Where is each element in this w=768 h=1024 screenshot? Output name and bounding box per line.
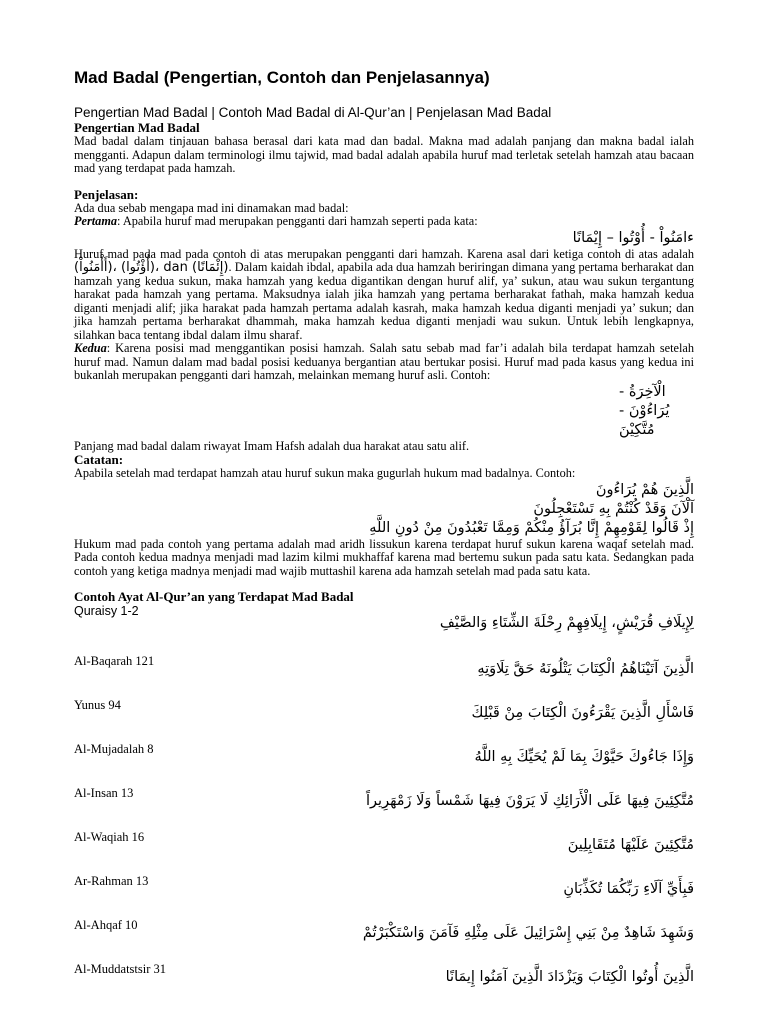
contoh-item [74, 690, 694, 724]
contoh-ayah: وَشَهِدَ شَاهِدٌ مِنْ بَنِي إِسْرَائِيلَ عَلَى مِثْلِهِ فَآمَنَ وَاسْتَكْبَرْتُمْ [362, 925, 694, 941]
pertama-arabic: ءامَنُواْ - أُوْتُوا – إِيْمَانًا [572, 229, 694, 246]
pertama-paragraph [74, 215, 694, 229]
contoh-ref: Al-Ahqaf 10 [74, 918, 138, 932]
contoh-item [74, 822, 694, 856]
contoh-ayah: مُتَّكِئِينَ عَلَيْهَا مُتَقَابِلِينَ [567, 837, 694, 853]
contoh-ayah: مُتَّكِئِينَ فِيهَا عَلَى الْأَرَائِكِ لَا يَرَوْنَ فِيهَا شَمْساً وَلَا زَمْهَرِيراً [366, 793, 694, 809]
catatan-arabic-1: الَّذِينَ هُمْ يُرَاءُونَ [595, 481, 694, 498]
contoh-ref: Al-Muddatstsir 31 [74, 962, 167, 976]
catatan-text: Hukum mad pada contoh yang pertama adalah mad aridh lissukun karena terdapat huruf sukun karena waqaf setelah mad. Pada contoh kedua madnya menjadi mad lazim kilmi mukhaffaf karena mad bertemu sukun pada satu kata. Sedangkan pada contoh yang ketiga madnya menjadi mad wajib muttashil karena ada hamzah setelah mad pada satu kata. [74, 536, 694, 578]
catatan-arabic-3: إِذْ قَالُوا لِقَوْمِهِمْ إِنَّا بُرَآؤُ مِنْكُمْ وَمِمَّا تَعْبُدُونَ مِنْ دُونِ اللَّهِ [369, 519, 694, 536]
pertama-expl-1: Huruf mad pada mad pada contoh di atas merupakan pengganti dari hamzah. Karena asal dari ketiga contoh di atas adalah [74, 246, 694, 261]
kedua-label: Kedua [74, 341, 107, 355]
panjang-text: Panjang mad badal dalam riwayat Imam Hafsh adalah dua harakat atau satu alif. [74, 438, 470, 453]
contoh-ayah: لِإِيلَافِ قُرَيْشٍ، إِيلَافِهِمْ رِحْلَةَ الشِّتَاءِ وَالصَّيْفِ [439, 615, 694, 631]
pertama-text: : Apabila huruf mad merupakan pengganti dari hamzah seperti pada kata: [117, 214, 478, 228]
page-subtitle: Pengertian Mad Badal | Contoh Mad Badal di Al-Qur’an | Penjelasan Mad Badal [74, 105, 552, 120]
penjelasan-intro: Ada dua sebab mengapa mad ini dinamakan mad badal: [74, 200, 349, 215]
contoh-ref: Al-Mujadalah 8 [74, 742, 154, 756]
pertama-label: Pertama [74, 214, 118, 228]
contoh-heading: Contoh Ayat Al-Qur’an yang Terdapat Mad Badal [74, 589, 354, 604]
pertama-expl-2: . Dalam kaidah ibdal, apabila ada dua hamzah beriringan dimana yang pertama berharakat dan hamzah yang kedua sukun, maka hamzah yang kedua digantikan dengan huruf alif, ya’ sukun, atau wau sukun tergantung harakat pada hamzah yang pertama. Maksudnya ialah jika hamzah yang pertama berharakat fathah, maka hamzah kedua diganti menjadi alif; jika harakat pada hamzah pertama adalah kasrah, maka hamzah kedua diganti menjadi ya’ sukun; dan jika hamzah pertama berharakat dhammah, maka hamzah kedua diganti menjadi wau sukun. Untuk lebih lengkapnya, silahkan baca tentang ibdal dalam ilmu sharaf. [74, 260, 695, 342]
contoh-item [74, 910, 694, 944]
contoh-ayah: فَاسْأَلِ الَّذِينَ يَقْرَءُونَ الْكِتَابَ مِنْ قَبْلِكَ [471, 705, 694, 721]
contoh-ref: Yunus 94 [74, 698, 121, 712]
contoh-ref: Al-Baqarah 121 [74, 654, 155, 668]
contoh-ref: Al-Insan 13 [74, 786, 134, 800]
pengertian-text: Mad badal dalam tinjauan bahasa berasal dari kata mad dan badal. Makna mad adalah panjang dan makna badal ialah mengganti. Adapun dalam terminologi ilmu tajwid, mad badal adalah apabila huruf mad terletak setelah hamzah atau bacaan mad yang terdapat pada hamzah. [74, 134, 694, 175]
contoh-ref: Al-Waqiah 16 [74, 830, 145, 844]
contoh-ref: Quraisy 1-2 [74, 604, 139, 618]
pertama-explanation [74, 248, 694, 343]
catatan-intro: Apabila setelah mad terdapat hamzah atau huruf sukun maka gugurlah hukum mad badalnya. Contoh: [74, 466, 576, 480]
contoh-item [74, 734, 694, 768]
contoh-item [74, 778, 694, 812]
contoh-ayah: الَّذِينَ أُوتُوا الْكِتَابَ وَيَزْدَادَ الَّذِينَ آمَنُوا إِيمَانًا [445, 969, 694, 985]
contoh-ayah: وَإِذَا جَاءُوكَ حَيَّوْكَ بِمَا لَمْ يُحَيِّكَ بِهِ اللَّهُ [474, 749, 694, 765]
kedua-paragraph [74, 342, 694, 383]
penjelasan-heading: Penjelasan: [74, 186, 139, 202]
contoh-list [74, 604, 694, 988]
pertama-expl-arabic: (أَأْمَنُواْ)، (أُؤْتُوا)، dan (إِئْمَانًا) [74, 260, 229, 275]
pengertian-heading: Pengertian Mad Badal [74, 120, 200, 135]
contoh-item [74, 646, 694, 680]
contoh-ayah: فَبِأَيِّ آلَاءِ رَبِّكُمَا تُكَذِّبَانِ [563, 881, 694, 897]
kedua-arabic: الْآخِرَةُ - يُرَاءُوْنَ - مُتَّكِيْنَ [619, 383, 670, 438]
catatan-arabic-2: آلْآنَ وَقَدْ كُنْتُمْ بِهِ تَسْتَعْجِلُونَ [533, 500, 694, 517]
catatan-heading: Catatan: [74, 452, 124, 467]
contoh-ayah: الَّذِينَ آتَيْنَاهُمُ الْكِتَابَ يَتْلُونَهُ حَقَّ تِلَاوَتِهِ [477, 661, 694, 677]
kedua-text: : Karena posisi mad menggantikan posisi hamzah. Salah satu sebab mad far’i adalah bila terdapat hamzah setelah huruf mad. Namun dalam mad badal posisi keduanya bergantian atau bertukar posisi. Huruf mad pada kasus yang kedua ini bukanlah merupakan pengganti dari hamzah, melainkan memang huruf asli. Contoh: [74, 341, 694, 382]
contoh-item [74, 604, 694, 634]
contoh-item [74, 866, 694, 900]
page-title: Mad Badal (Pengertian, Contoh dan Penjelasannya) [74, 68, 490, 87]
contoh-item [74, 954, 694, 988]
contoh-ref: Ar-Rahman 13 [74, 874, 149, 888]
